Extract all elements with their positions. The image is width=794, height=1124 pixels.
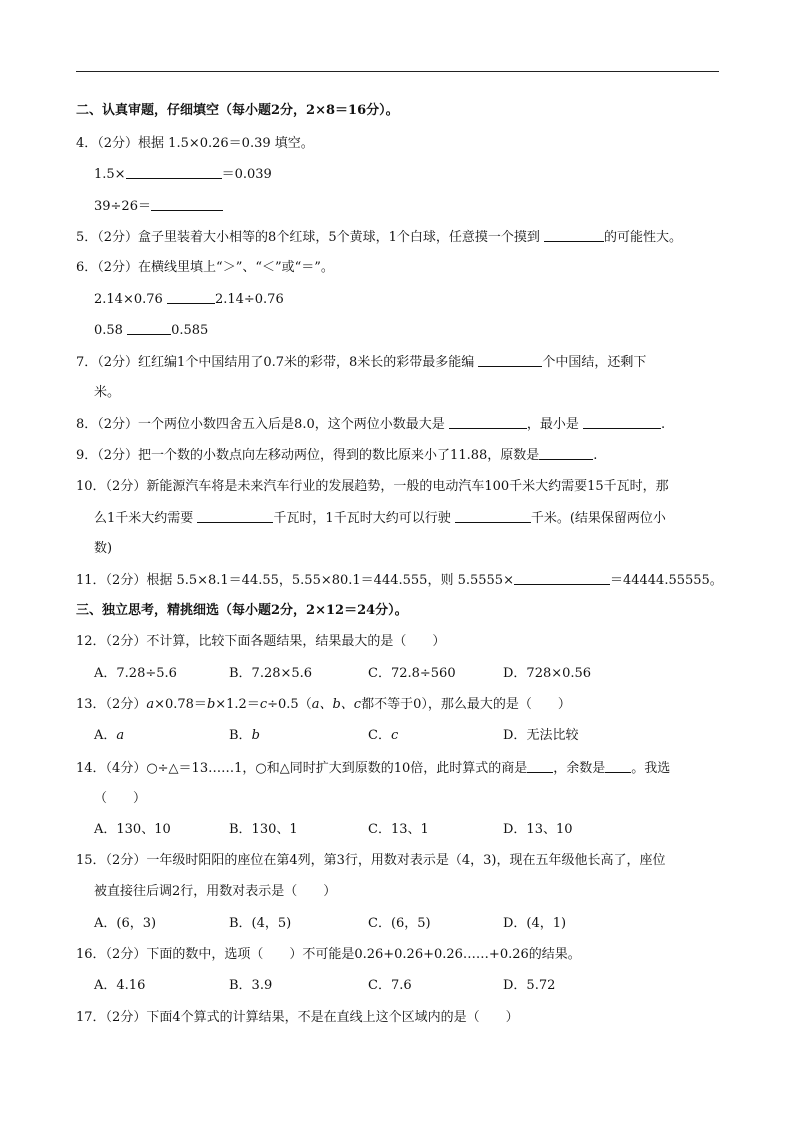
- q13-option-a[interactable]: A．a: [94, 728, 125, 743]
- q10-blank-2[interactable]: [455, 510, 531, 523]
- q7-blank[interactable]: [478, 354, 542, 367]
- q13-option-c[interactable]: C．c: [368, 728, 399, 743]
- q12-stem: 12．（2分）不计算，比较下面各题结果，结果最大的是（ ）: [76, 634, 446, 649]
- q6-blank-2[interactable]: [127, 322, 171, 335]
- q12-option-b[interactable]: B．7.28×5.6: [229, 666, 313, 681]
- q5-blank[interactable]: [544, 229, 604, 242]
- q10-line-1: 10．（2分）新能源汽车将是未来汽车行业的发展趋势，一般的电动汽车100千米大约需要15千瓦时，那: [76, 479, 669, 494]
- header-rule: [76, 71, 719, 72]
- q8-blank-2[interactable]: [583, 416, 661, 429]
- q13-option-d[interactable]: D．无法比较: [503, 728, 579, 743]
- q10-line-3: 数): [94, 541, 113, 556]
- q12-option-d[interactable]: D．728×0.56: [503, 666, 592, 681]
- q8-blank-1[interactable]: [449, 416, 527, 429]
- q10-line-2: 么1千米大约需要 千瓦时，1千瓦时大约可以行驶 千米。(结果保留两位小: [94, 511, 666, 526]
- q4-blank-2[interactable]: [151, 198, 223, 211]
- q15-line-2: 被直接往后调2行，用数对表示是（ ）: [94, 884, 337, 899]
- q14-option-d[interactable]: D．13、10: [503, 822, 573, 837]
- section-3-heading: 三、独立思考，精挑细选（每小题2分，2×12＝24分）。: [76, 603, 408, 618]
- q12-option-c[interactable]: C．72.8÷560: [368, 666, 456, 681]
- q14-line-2: （ ）: [94, 791, 147, 806]
- q14-blank-2[interactable]: [605, 760, 631, 773]
- q5: 5．（2分）盒子里装着大小相等的8个红球，5个黄球，1个白球，任意摸一个摸到 的可能性大。: [76, 230, 683, 245]
- q12-option-a[interactable]: A．7.28÷5.6: [94, 666, 177, 681]
- q16-option-d[interactable]: D．5.72: [503, 978, 556, 993]
- q6-line-2: 0.58 0.585: [94, 323, 209, 338]
- q14-blank-1[interactable]: [527, 760, 553, 773]
- q17-stem: 17．（2分）下面4个算式的计算结果，不是在直线上这个区域内的是（ ）: [76, 1010, 519, 1025]
- q7-line-1: 7．（2分）红红编1个中国结用了0.7米的彩带，8米长的彩带最多能编 个中国结，还剩下: [76, 355, 647, 370]
- q6-stem: 6．（2分）在横线里填上“＞”、“＜”或“＝”。: [76, 260, 334, 275]
- q6-blank-1[interactable]: [167, 291, 215, 304]
- q7-line-2: 米。: [94, 385, 121, 400]
- q14-option-c[interactable]: C．13、1: [368, 822, 429, 837]
- q14-line-1: 14．（4分）○÷△＝13……1，○和△同时扩大到原数的10倍，此时算式的商是 ，余数是 。我选: [76, 761, 671, 776]
- q15-option-d[interactable]: D．(4，1): [503, 916, 567, 931]
- q15-option-b[interactable]: B．(4，5): [229, 916, 292, 931]
- q9: 9．（2分）把一个数的小数点向左移动两位，得到的数比原来小了11.88，原数是 .: [76, 448, 598, 463]
- q11-blank[interactable]: [514, 572, 610, 585]
- q15-option-a[interactable]: A．(6，3): [94, 916, 157, 931]
- q8: 8．（2分）一个两位小数四舍五入后是8.0，这个两位小数最大是 ，最小是 .: [76, 417, 666, 432]
- q15-option-c[interactable]: C．(6，5): [368, 916, 431, 931]
- q16-stem: 16．（2分）下面的数中，选项（ ）不可能是0.26+0.26+0.26……+0.26的结果。: [76, 947, 581, 962]
- q16-option-a[interactable]: A．4.16: [94, 978, 146, 993]
- q4-line-2: 39÷26＝: [94, 198, 223, 215]
- q14-option-b[interactable]: B．130、1: [229, 822, 298, 837]
- q4-line-1: 1.5× ＝0.039: [94, 167, 272, 182]
- q16-option-b[interactable]: B．3.9: [229, 978, 273, 993]
- q14-option-a[interactable]: A．130、10: [94, 822, 171, 837]
- q15-line-1: 15．（2分）一年级时阳阳的座位在第4列，第3行，用数对表示是（4，3)，现在五年级他长高了，座位: [76, 853, 666, 868]
- section-2-heading: 二、认真审题，仔细填空（每小题2分，2×8＝16分）。: [76, 103, 399, 118]
- q11: 11．（2分）根据 5.5×8.1＝44.55，5.55×80.1＝444.555，则 5.5555× ＝44444.55555。: [76, 573, 723, 588]
- q6-line-1: 2.14×0.76 2.14÷0.76: [94, 292, 284, 307]
- q9-blank[interactable]: [539, 447, 593, 460]
- q4-blank-1[interactable]: [126, 166, 222, 179]
- q10-blank-1[interactable]: [197, 510, 273, 523]
- q16-option-c[interactable]: C．7.6: [368, 978, 412, 993]
- q4-stem: 4．（2分）根据 1.5×0.26＝0.39 填空。: [76, 136, 314, 151]
- q13-option-b[interactable]: B．b: [229, 728, 260, 743]
- q13-stem: 13．（2分）a×0.78＝b×1.2＝c÷0.5（a、b、c都不等于0），那么最大的是（ ）: [76, 697, 571, 712]
